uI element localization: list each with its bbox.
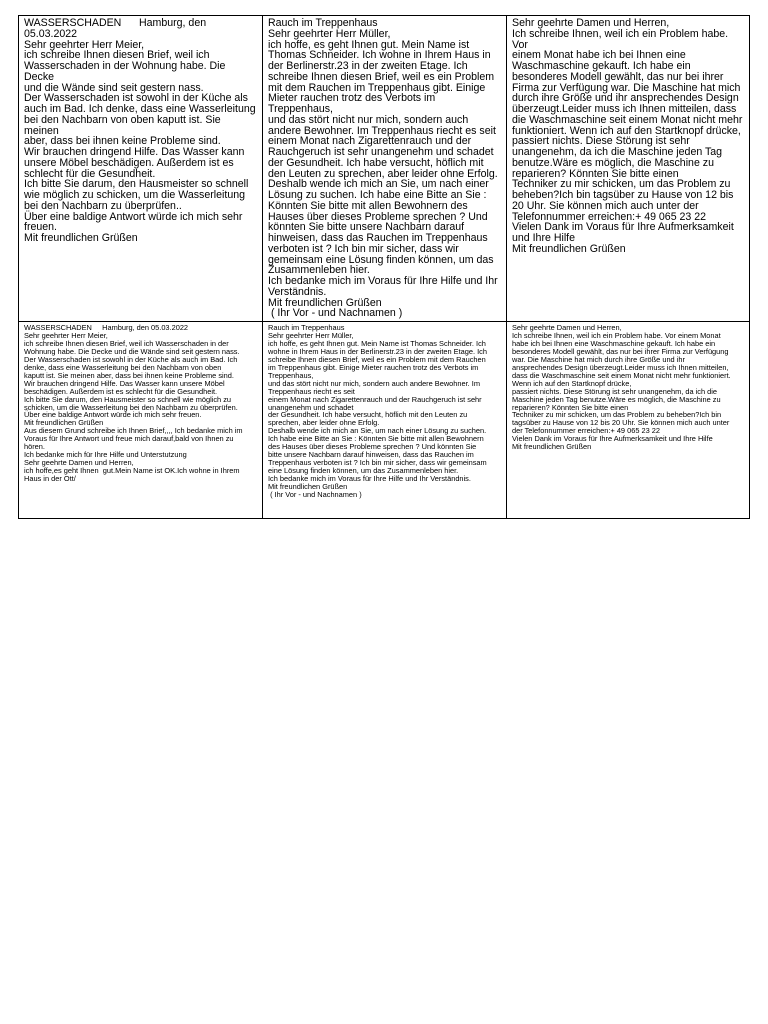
large-letters-row: [19, 16, 750, 322]
letter-text-water-damage: WASSERSCHADEN Hamburg, den 05.03.2022 Sehr geehrter Herr Meier, ich schreibe Ihnen diesen Brief, weil ich Wasserschaden in der Wohnung habe. Die Decke und die Wände sind seit gestern nass. Der Wasserschaden ist sowohl in der Küche als auch im Bad. Ich denke, dass eine Wasserleitung bei den Nachbarn von oben kaputt ist. Sie meinen aber, dass bei ihnen keine Probleme sind. Wir brauchen dringend Hilfe. Das Wasser kann unsere Möbel beschädigen. Außerdem ist es schlecht für die Gesundheit. Ich bitte Sie darum, den Hausmeister so schnell wie möglich zu schicken, um die Wasserleitung bei den Nachbarn zu überprüfen.. Über eine baldige Antwort würde ich mich sehr freuen. Mit freundlichen Grüßen: [24, 17, 256, 244]
letter-cell-washing-machine: [507, 16, 750, 322]
letter-cell-water-damage: [19, 16, 263, 322]
letter-cell-smoke-stairwell-small: [263, 322, 507, 519]
letter-text-washing-machine: Sehr geehrte Damen und Herren, Ich schreibe Ihnen, weil ich ein Problem habe. Vor einem Monat habe ich bei Ihnen eine Waschmaschine gekauft. Ich habe ein besonderes Modell gewählt, das nur bei ihrer Firma zur Verfügung war. Die Maschine hat mich durch ihre Größe und ihr ansprechendes Design überzeugt.Leider muss ich Ihnen mitteilen, dass die Waschmaschine seit einem Monat nicht mehr funktioniert. Wenn ich auf den Startknopf drücke, passiert nichts. Diese Störung ist sehr unangenehm, da ich die Maschine jeden Tag benutze.Wäre es möglich, die Maschine zu reparieren? Könnten Sie bitte einen Techniker zu mir schicken, um das Problem zu beheben?Ich bin tagsüber zu Hause von 12 bis 20 Uhr. Sie können mich auch unter der Telefonnummer erreichen:+ 49 065 23 22 Vielen Dank im Voraus für Ihre Aufmerksamkeit und Ihre Hilfe Mit freundlichen Grüßen: [512, 17, 743, 255]
letter-cell-water-damage-small: [19, 322, 263, 519]
letter-text-smoke-stairwell-small: Rauch im Treppenhaus Sehr geehrter Herr Müller, ich hoffe, es geht Ihnen gut. Mein Name ist Thomas Schneider. Ich wohne in Ihrem Haus in der Berlinerstr.23 in der zweiten Etage. Ich schreibe Ihnen diesen Brief, weil es ein Problem mit dem Rauchen im Treppenhaus gibt. Einige Mieter rauchen trotz des Verbots im Treppenhaus, und das stört nicht nur mich, sondern auch andere Bewohner. Im Treppenhaus riecht es seit einem Monat nach Zigarettenrauch und der Rauchgeruch ist sehr unangenehm und schadet der Gesundheit. Ich habe versucht, höflich mit den Leuten zu sprechen, aber leider ohne Erfolg. Deshalb wende ich mich an Sie, um nach einer Lösung zu suchen. Ich habe eine Bitte an Sie : Könnten Sie bitte mit allen Bewohnern des Hauses über dieses Probleme sprechen ? Und könnten Sie bitte unsere Nachbarn darauf hinweisen, dass das Rauchen im Treppenhaus verboten ist ? Ich bin mir sicher, dass wir gemeinsam eine Lösung finden können, um das Zusammenleben hier. Ich bedanke mich im Voraus für Ihre Hilfe und Ihr Verständnis. Mit freundlichen Grüßen ( Ihr Vor - und Nachnamen ): [268, 323, 487, 500]
letter-text-washing-machine-small: Sehr geehrte Damen und Herren, Ich schreibe Ihnen, weil ich ein Problem habe. Vor einem Monat habe ich bei Ihnen eine Waschmaschine gekauft. Ich habe ein besonderes Modell gewählt, das nur bei ihrer Firma zur Verfügung war. Die Maschine hat mich durch ihre Größe und ihr ansprechendes Design überzeugt.Leider muss ich Ihnen mitteilen, dass die Waschmaschine seit einem Monat nicht mehr funktioniert. Wenn ich auf den Startknopf drücke, passiert nichts. Diese Störung ist sehr unangenehm, da ich die Maschine jeden Tag benutze.Wäre es möglich, die Maschine zu reparieren? Könnten Sie bitte einen Techniker zu mir schicken, um das Problem zu beheben?Ich bin tagsüber zu Hause von 12 bis 20 Uhr. Sie können mich auch unter der Telefonnummer erreichen:+ 49 065 23 22 Vielen Dank im Voraus für Ihre Aufmerksamkeit und Ihre Hilfe Mit freundlichen Grüßen: [512, 323, 731, 452]
letters-table: [18, 15, 750, 519]
letter-cell-washing-machine-small: [507, 322, 750, 519]
small-letters-row: [19, 322, 750, 519]
letter-text-smoke-stairwell: Rauch im Treppenhaus Sehr geehrter Herr Müller, ich hoffe, es geht Ihnen gut. Mein Name ist Thomas Schneider. Ich wohne in Ihrem Haus in der Berlinerstr.23 in der zweiten Etage. Ich schreibe Ihnen diesen Brief, weil es ein Problem mit dem Rauchen im Treppenhaus gibt. Einige Mieter rauchen trotz des Verbots im Treppenhaus, und das stört nicht nur mich, sondern auch andere Bewohner. Im Treppenhaus riecht es seit einem Monat nach Zigarettenrauch und der Rauchgeruch ist sehr unangenehm und schadet der Gesundheit. Ich habe versucht, höflich mit den Leuten zu sprechen, aber leider ohne Erfolg. Deshalb wende ich mich an Sie, um nach einer Lösung zu suchen. Ich habe eine Bitte an Sie : Könnten Sie bitte mit allen Bewohnern des Hauses über dieses Probleme sprechen ? Und könnten Sie bitte unsere Nachbarn darauf hinweisen, dass das Rauchen im Treppenhaus verboten ist ? Ich bin mir sicher, dass wir gemeinsam eine Lösung finden können, um das Zusammenleben hier. Ich bedanke mich im Voraus für Ihre Hilfe und Ihr Verständnis. Mit freundlichen Grüßen ( Ihr Vor - und Nachnamen ): [268, 17, 498, 320]
letter-text-water-damage-small: WASSERSCHADEN Hamburg, den 05.03.2022 Sehr geehrter Herr Meier, ich schreibe Ihnen diesen Brief, weil ich Wasserschaden in der Wohnung habe. Die Decke und die Wände sind seit gestern nass. Der Wasserschaden ist sowohl in der Küche als auch im Bad. Ich denke, dass eine Wasserleitung bei den Nachbarn von oben kaputt ist. Sie meinen aber, dass bei ihnen keine Probleme sind. Wir brauchen dringend Hilfe. Das Wasser kann unsere Möbel beschädigen. Außerdem ist es schlecht für die Gesundheit. Ich bitte Sie darum, den Hausmeister so schnell wie möglich zu schicken, um die Wasserleitung bei den Nachbarn zu überprüfen. Über eine baldige Antwort würde ich mich sehr freuen. Mit freundlichen Grüßen Aus diesem Grund schreibe ich Ihnen Brief,,,, Ich bedanke mich im Voraus für Ihre Antwort und freue mich darauf,bald von Ihnen zu hören. Ich bedanke mich für Ihre Hilfe und Unterstutzung Sehr geehrte Damen und Herren, ich hoffe,es geht Ihnen gut.Mein Name ist OK.Ich wohne in Ihrem Haus in der Ott/: [24, 323, 243, 484]
letter-cell-smoke-stairwell: [263, 16, 507, 322]
